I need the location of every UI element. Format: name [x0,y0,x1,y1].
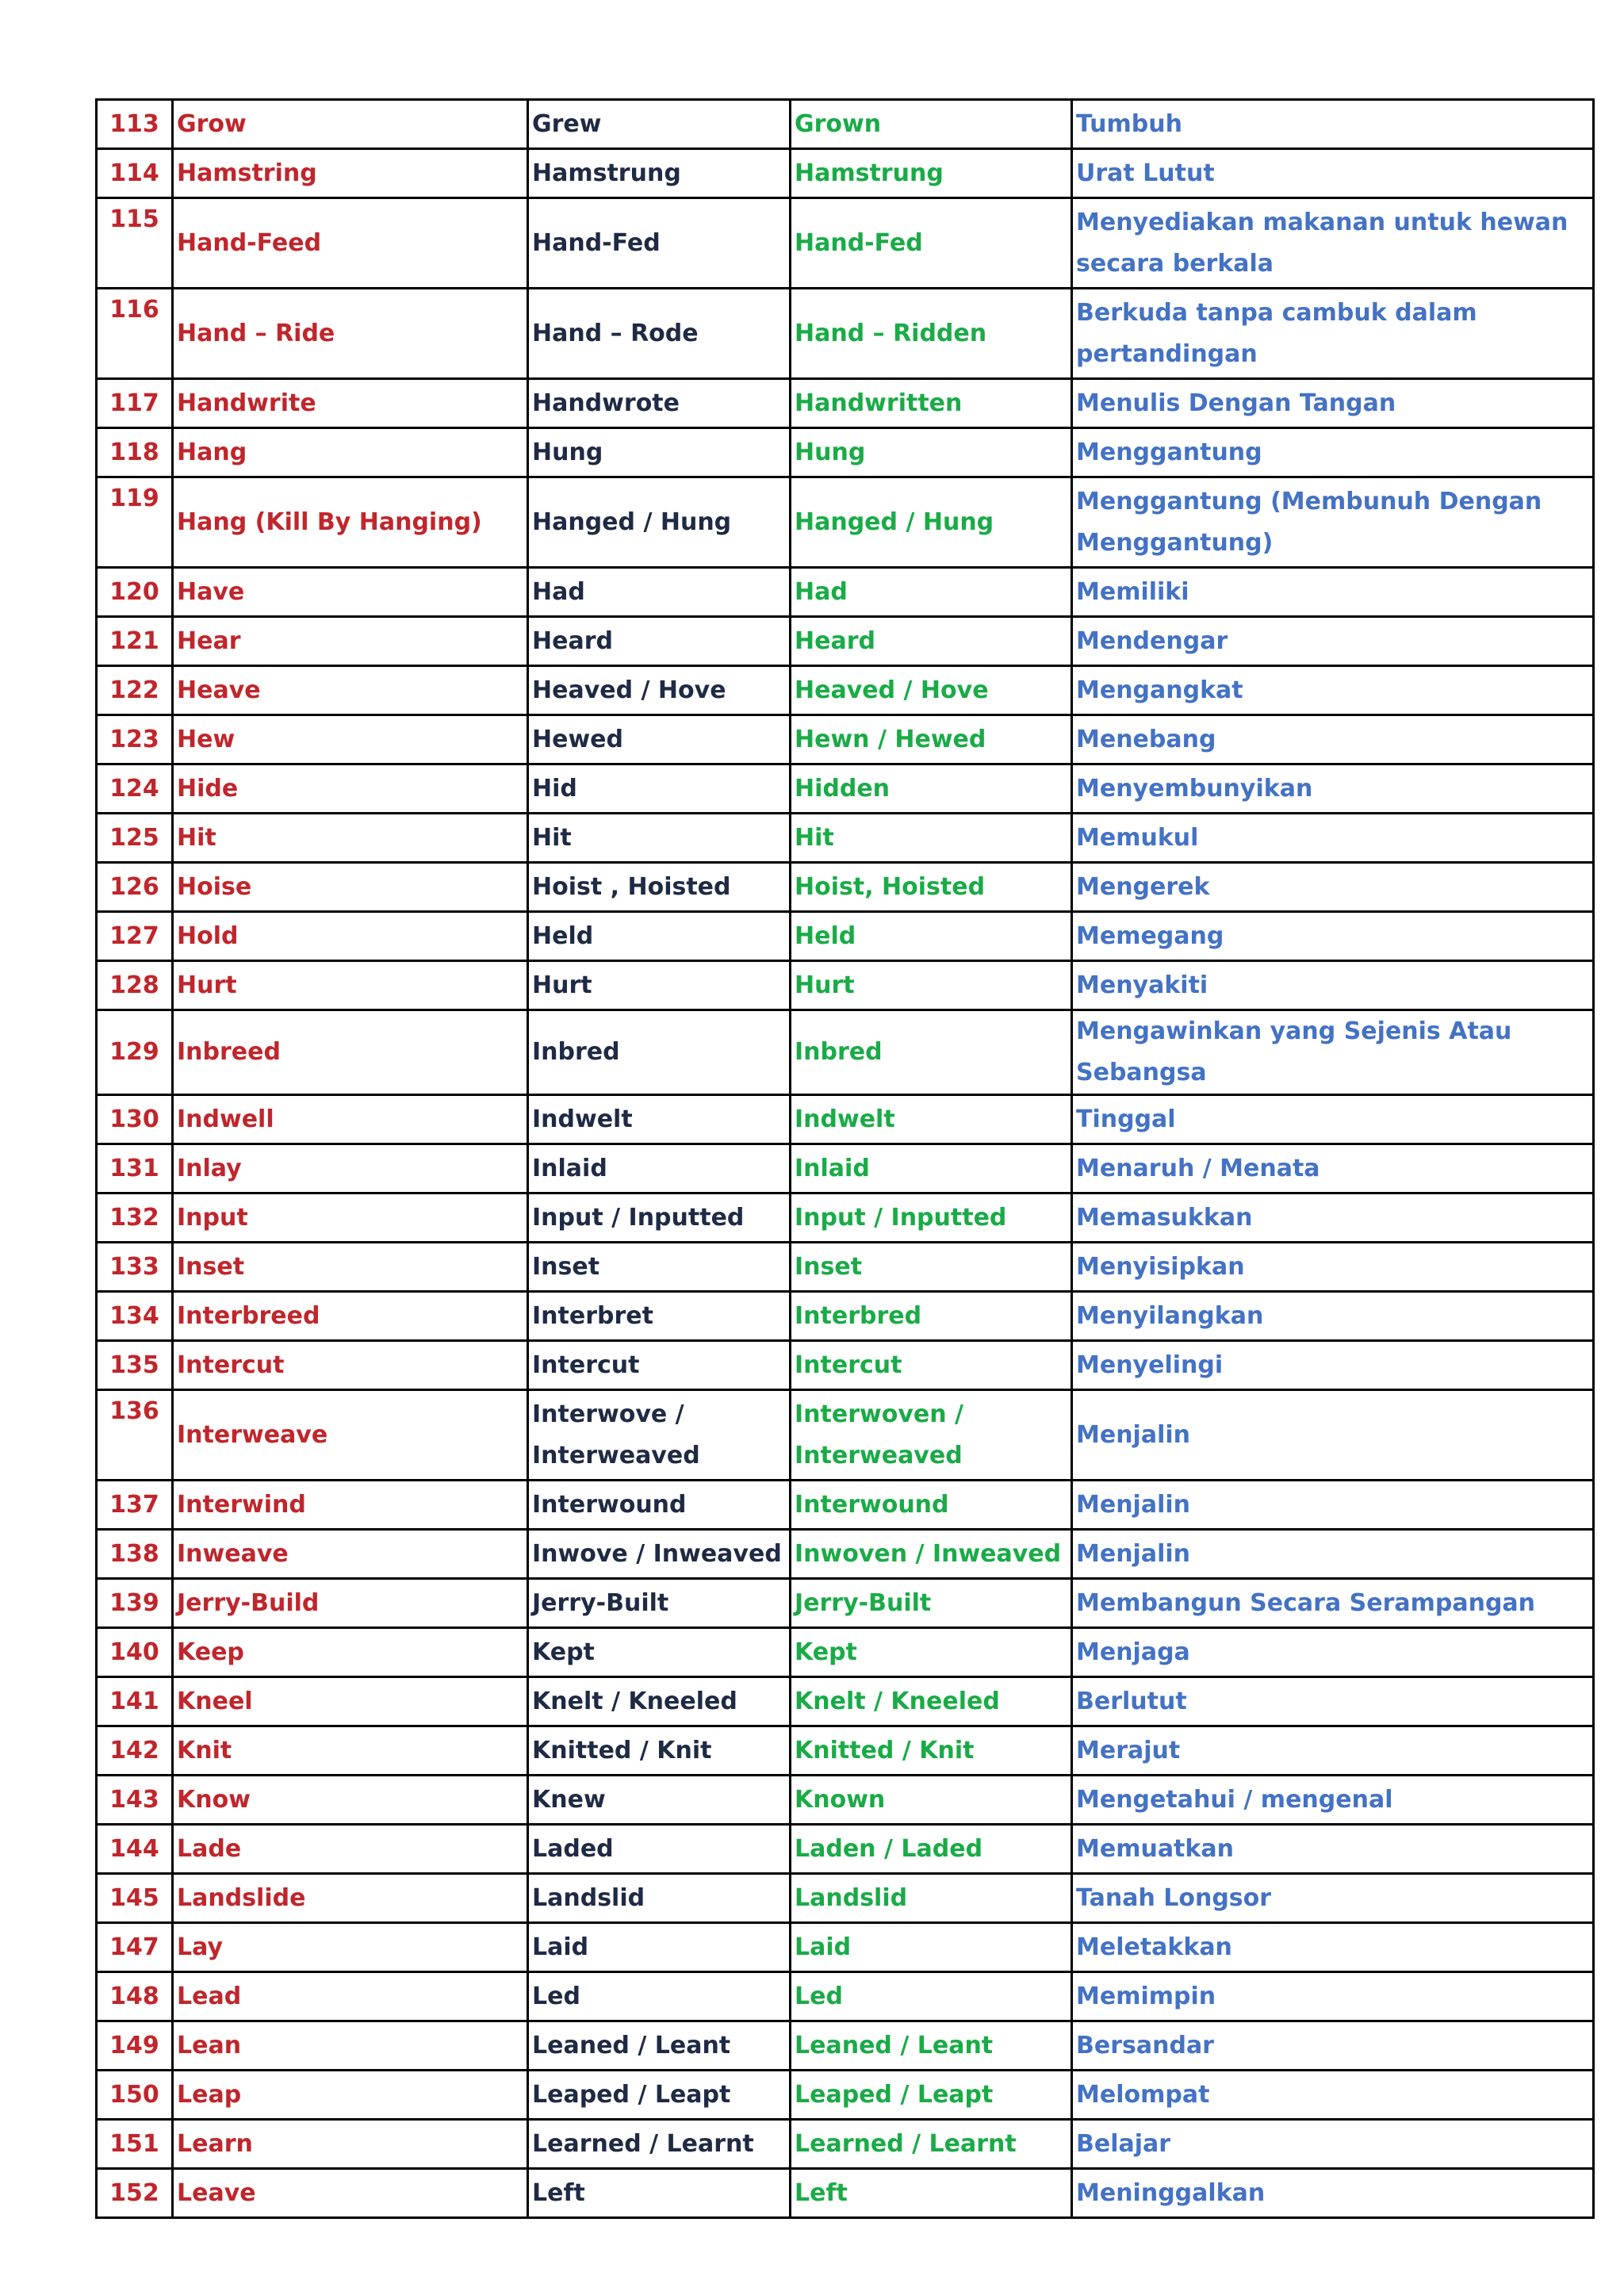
past-form-cell: Inset [528,1243,791,1292]
table-row [97,1341,1594,1390]
base-form-cell: Jerry-Build [173,1579,528,1628]
verb-number-cell: 134 [97,1292,173,1341]
verb-number-cell: 116 [97,289,173,379]
table-row [97,1825,1594,1874]
verb-number-cell: 131 [97,1144,173,1193]
base-form-cell: Input [173,1193,528,1243]
table-row [97,289,1594,379]
verb-number-cell: 120 [97,568,173,617]
table-row [97,379,1594,428]
past-form-cell: Landslid [528,1874,791,1923]
past-participle-cell: Had [791,568,1072,617]
base-form-cell: Have [173,568,528,617]
table-row [97,1726,1594,1776]
past-participle-cell: Inlaid [791,1144,1072,1193]
past-form-cell: Indwelt [528,1095,791,1144]
past-form-cell: Hid [528,764,791,814]
base-form-cell: Lay [173,1923,528,1972]
verb-number-cell: 130 [97,1095,173,1144]
meaning-cell: Memukul [1072,814,1594,863]
verb-number-cell: 152 [97,2169,173,2218]
verb-number-cell: 117 [97,379,173,428]
verb-number-cell: 127 [97,912,173,961]
past-participle-cell: Input / Inputted [791,1193,1072,1243]
past-form-cell: Knitted / Knit [528,1726,791,1776]
table-row [97,1628,1594,1677]
past-participle-cell: Learned / Learnt [791,2120,1072,2169]
meaning-cell: Meninggalkan [1072,2169,1594,2218]
meaning-cell: Menyediakan makanan untuk hewan secara berkala [1072,198,1594,289]
verb-number-cell: 136 [97,1390,173,1481]
past-form-cell: Learned / Learnt [528,2120,791,2169]
base-form-cell: Lean [173,2021,528,2071]
base-form-cell: Inlay [173,1144,528,1193]
past-form-cell: Inbred [528,1010,791,1095]
verb-number-cell: 118 [97,428,173,477]
meaning-cell: Merajut [1072,1726,1594,1776]
past-form-cell: Handwrote [528,379,791,428]
past-form-cell: Interwove / Interweaved [528,1390,791,1481]
past-form-cell: Leaned / Leant [528,2021,791,2071]
table-row [97,1144,1594,1193]
past-form-cell: Hewed [528,715,791,764]
table-row [97,1095,1594,1144]
base-form-cell: Leap [173,2071,528,2120]
past-form-cell: Heard [528,617,791,666]
base-form-cell: Know [173,1776,528,1825]
verb-number-cell: 138 [97,1530,173,1579]
table-row [97,2120,1594,2169]
verb-number-cell: 122 [97,666,173,715]
base-form-cell: Leave [173,2169,528,2218]
past-participle-cell: Led [791,1972,1072,2021]
meaning-cell: Berlutut [1072,1677,1594,1726]
verb-number-cell: 141 [97,1677,173,1726]
past-form-cell: Inwove / Inweaved [528,1530,791,1579]
meaning-cell: Bersandar [1072,2021,1594,2071]
past-form-cell: Interwound [528,1481,791,1530]
past-participle-cell: Intercut [791,1341,1072,1390]
table-row [97,1972,1594,2021]
table-row [97,1530,1594,1579]
past-participle-cell: Hand-Fed [791,198,1072,289]
meaning-cell: Mendengar [1072,617,1594,666]
past-participle-cell: Knelt / Kneeled [791,1677,1072,1726]
base-form-cell: Landslide [173,1874,528,1923]
past-participle-cell: Heard [791,617,1072,666]
table-row [97,1481,1594,1530]
past-form-cell: Kept [528,1628,791,1677]
base-form-cell: Lade [173,1825,528,1874]
table-row [97,666,1594,715]
past-form-cell: Laid [528,1923,791,1972]
past-participle-cell: Jerry-Built [791,1579,1072,1628]
base-form-cell: Hang (Kill By Hanging) [173,477,528,568]
past-form-cell: Hand – Rode [528,289,791,379]
base-form-cell: Lead [173,1972,528,2021]
base-form-cell: Indwell [173,1095,528,1144]
base-form-cell: Hamstring [173,149,528,198]
past-participle-cell: Interwound [791,1481,1072,1530]
verb-number-cell: 114 [97,149,173,198]
meaning-cell: Berkuda tanpa cambuk dalam pertandingan [1072,289,1594,379]
meaning-cell: Menjalin [1072,1530,1594,1579]
past-form-cell: Intercut [528,1341,791,1390]
base-form-cell: Inset [173,1243,528,1292]
meaning-cell: Menyelingi [1072,1341,1594,1390]
verb-number-cell: 150 [97,2071,173,2120]
past-participle-cell: Leaned / Leant [791,2021,1072,2071]
meaning-cell: Memegang [1072,912,1594,961]
verb-number-cell: 115 [97,198,173,289]
base-form-cell: Interweave [173,1390,528,1481]
verb-number-cell: 143 [97,1776,173,1825]
past-form-cell: Hurt [528,961,791,1010]
meaning-cell: Tanah Longsor [1072,1874,1594,1923]
meaning-cell: Menaruh / Menata [1072,1144,1594,1193]
meaning-cell: Mengetahui / mengenal [1072,1776,1594,1825]
past-participle-cell: Hamstrung [791,149,1072,198]
verb-number-cell: 123 [97,715,173,764]
past-participle-cell: Hoist, Hoisted [791,863,1072,912]
meaning-cell: Mengerek [1072,863,1594,912]
verb-number-cell: 142 [97,1726,173,1776]
meaning-cell: Meletakkan [1072,1923,1594,1972]
past-form-cell: Heaved / Hove [528,666,791,715]
verb-number-cell: 135 [97,1341,173,1390]
past-participle-cell: Left [791,2169,1072,2218]
table-row [97,1243,1594,1292]
past-participle-cell: Inbred [791,1010,1072,1095]
past-form-cell: Had [528,568,791,617]
meaning-cell: Mengangkat [1072,666,1594,715]
table-row [97,912,1594,961]
table-row [97,1193,1594,1243]
past-form-cell: Hamstrung [528,149,791,198]
verb-number-cell: 147 [97,1923,173,1972]
verb-number-cell: 140 [97,1628,173,1677]
table-row [97,428,1594,477]
base-form-cell: Hear [173,617,528,666]
base-form-cell: Hew [173,715,528,764]
past-participle-cell: Known [791,1776,1072,1825]
past-form-cell: Led [528,1972,791,2021]
verb-number-cell: 149 [97,2021,173,2071]
meaning-cell: Menyembunyikan [1072,764,1594,814]
table-row [97,863,1594,912]
verb-number-cell: 121 [97,617,173,666]
table-row [97,2021,1594,2071]
past-participle-cell: Hewn / Hewed [791,715,1072,764]
past-participle-cell: Held [791,912,1072,961]
past-participle-cell: Laid [791,1923,1072,1972]
verb-number-cell: 137 [97,1481,173,1530]
past-participle-cell: Laden / Laded [791,1825,1072,1874]
past-form-cell: Hand-Fed [528,198,791,289]
verb-number-cell: 119 [97,477,173,568]
table-row [97,1292,1594,1341]
verb-number-cell: 128 [97,961,173,1010]
meaning-cell: Menebang [1072,715,1594,764]
past-form-cell: Held [528,912,791,961]
table-body [97,100,1594,2218]
base-form-cell: Hand-Feed [173,198,528,289]
table-row [97,2169,1594,2218]
meaning-cell: Belajar [1072,2120,1594,2169]
past-form-cell: Hit [528,814,791,863]
base-form-cell: Intercut [173,1341,528,1390]
past-form-cell: Knelt / Kneeled [528,1677,791,1726]
table-row [97,961,1594,1010]
meaning-cell: Memimpin [1072,1972,1594,2021]
past-form-cell: Interbret [528,1292,791,1341]
table-row [97,2071,1594,2120]
verb-number-cell: 113 [97,100,173,149]
verb-number-cell: 151 [97,2120,173,2169]
table-row [97,100,1594,149]
past-form-cell: Jerry-Built [528,1579,791,1628]
table-row [97,477,1594,568]
meaning-cell: Menjalin [1072,1481,1594,1530]
past-participle-cell: Leaped / Leapt [791,2071,1072,2120]
past-participle-cell: Interbred [791,1292,1072,1341]
meaning-cell: Memasukkan [1072,1193,1594,1243]
base-form-cell: Inbreed [173,1010,528,1095]
meaning-cell: Memuatkan [1072,1825,1594,1874]
table-row [97,814,1594,863]
meaning-cell: Membangun Secara Serampangan [1072,1579,1594,1628]
table-row [97,1390,1594,1481]
table-row [97,1874,1594,1923]
past-participle-cell: Inwoven / Inweaved [791,1530,1072,1579]
past-participle-cell: Knitted / Knit [791,1726,1072,1776]
table-row [97,1010,1594,1095]
table-row [97,149,1594,198]
past-form-cell: Grew [528,100,791,149]
meaning-cell: Menggantung [1072,428,1594,477]
table-row [97,568,1594,617]
past-participle-cell: Handwritten [791,379,1072,428]
base-form-cell: Hide [173,764,528,814]
table-row [97,764,1594,814]
meaning-cell: Mengawinkan yang Sejenis Atau Sebangsa [1072,1010,1594,1095]
past-participle-cell: Interwoven / Interweaved [791,1390,1072,1481]
base-form-cell: Handwrite [173,379,528,428]
past-form-cell: Hung [528,428,791,477]
past-participle-cell: Landslid [791,1874,1072,1923]
table-row [97,198,1594,289]
meaning-cell: Menjalin [1072,1390,1594,1481]
verb-number-cell: 126 [97,863,173,912]
verb-number-cell: 132 [97,1193,173,1243]
base-form-cell: Inweave [173,1530,528,1579]
base-form-cell: Interbreed [173,1292,528,1341]
base-form-cell: Hit [173,814,528,863]
base-form-cell: Hold [173,912,528,961]
verb-number-cell: 144 [97,1825,173,1874]
past-form-cell: Leaped / Leapt [528,2071,791,2120]
past-form-cell: Laded [528,1825,791,1874]
meaning-cell: Melompat [1072,2071,1594,2120]
past-form-cell: Hanged / Hung [528,477,791,568]
base-form-cell: Learn [173,2120,528,2169]
past-participle-cell: Heaved / Hove [791,666,1072,715]
meaning-cell: Menggantung (Membunuh Dengan Menggantung) [1072,477,1594,568]
table-row [97,617,1594,666]
verb-number-cell: 145 [97,1874,173,1923]
past-participle-cell: Hit [791,814,1072,863]
past-form-cell: Inlaid [528,1144,791,1193]
base-form-cell: Knit [173,1726,528,1776]
past-form-cell: Hoist , Hoisted [528,863,791,912]
table-row [97,1579,1594,1628]
base-form-cell: Hand – Ride [173,289,528,379]
base-form-cell: Kneel [173,1677,528,1726]
meaning-cell: Menyakiti [1072,961,1594,1010]
verb-number-cell: 139 [97,1579,173,1628]
verb-number-cell: 125 [97,814,173,863]
table-row [97,1677,1594,1726]
table-row [97,1776,1594,1825]
verb-number-cell: 124 [97,764,173,814]
past-participle-cell: Hidden [791,764,1072,814]
past-form-cell: Knew [528,1776,791,1825]
past-participle-cell: Inset [791,1243,1072,1292]
verb-number-cell: 129 [97,1010,173,1095]
table-row [97,715,1594,764]
past-form-cell: Input / Inputted [528,1193,791,1243]
base-form-cell: Keep [173,1628,528,1677]
meaning-cell: Memiliki [1072,568,1594,617]
base-form-cell: Grow [173,100,528,149]
meaning-cell: Urat Lutut [1072,149,1594,198]
base-form-cell: Heave [173,666,528,715]
irregular-verbs-table [95,98,1595,2219]
past-participle-cell: Hurt [791,961,1072,1010]
table-row [97,1923,1594,1972]
base-form-cell: Interwind [173,1481,528,1530]
past-participle-cell: Hand – Ridden [791,289,1072,379]
past-participle-cell: Kept [791,1628,1072,1677]
meaning-cell: Menjaga [1072,1628,1594,1677]
verb-number-cell: 133 [97,1243,173,1292]
meaning-cell: Menyisipkan [1072,1243,1594,1292]
meaning-cell: Menulis Dengan Tangan [1072,379,1594,428]
past-participle-cell: Indwelt [791,1095,1072,1144]
base-form-cell: Hurt [173,961,528,1010]
meaning-cell: Menyilangkan [1072,1292,1594,1341]
past-participle-cell: Hanged / Hung [791,477,1072,568]
base-form-cell: Hoise [173,863,528,912]
meaning-cell: Tumbuh [1072,100,1594,149]
base-form-cell: Hang [173,428,528,477]
past-participle-cell: Hung [791,428,1072,477]
past-participle-cell: Grown [791,100,1072,149]
verb-number-cell: 148 [97,1972,173,2021]
meaning-cell: Tinggal [1072,1095,1594,1144]
past-form-cell: Left [528,2169,791,2218]
